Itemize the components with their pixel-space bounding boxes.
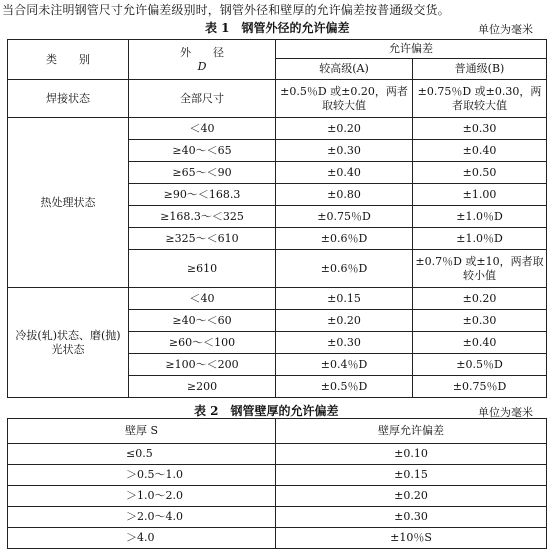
thickness-cell: ＞2.0～4.0 (8, 507, 276, 528)
table-row (8, 465, 547, 486)
diameter-cell: ≥40～＜60 (129, 310, 276, 332)
table-row (8, 80, 547, 118)
table1-caption: 表 1 钢管外径的允许偏差 (205, 21, 350, 35)
table1-header-row (8, 40, 547, 59)
grade-b-cell: ±0.7％D 或±10，两者取较小值 (413, 250, 547, 288)
grade-b-cell: ±0.40 (413, 140, 547, 162)
wall-thickness-tolerance-table (7, 418, 547, 549)
grade-b-cell: ±1.0％D (413, 228, 547, 250)
grade-a-cell: ±0.20 (276, 118, 413, 140)
grade-a-cell: ±0.40 (276, 162, 413, 184)
diameter-cell: ≥65～＜90 (129, 162, 276, 184)
grade-a-cell: ±0.30 (276, 140, 413, 162)
diameter-cell: 全部尺寸 (129, 80, 276, 118)
table2-unit: 单位为毫米 (478, 406, 533, 419)
thickness-tolerance-cell: ±0.15 (276, 465, 547, 486)
thickness-tolerance-header: 壁厚允许偏差 (276, 419, 547, 444)
diameter-header-label: 外 径 (180, 45, 224, 59)
table-row (8, 444, 547, 465)
grade-b-cell: ±0.20 (413, 288, 547, 310)
grade-b-cell: ±0.75％D (413, 376, 547, 398)
thickness-tolerance-cell: ±10％S (276, 528, 547, 549)
diameter-cell: ≥610 (129, 250, 276, 288)
table-row (8, 486, 547, 507)
category-cell: 焊接状态 (8, 80, 129, 118)
table2-header-row (8, 419, 547, 444)
grade-a-cell: ±0.5％D (276, 376, 413, 398)
thickness-cell: ＞0.5～1.0 (8, 465, 276, 486)
grade-b-cell: ±1.00 (413, 184, 547, 206)
grade-a-cell: ±0.20 (276, 310, 413, 332)
table-row (8, 288, 547, 310)
thickness-cell: ＞4.0 (8, 528, 276, 549)
category-cell: 冷拔(轧)状态、磨(抛)光状态 (8, 288, 129, 398)
table-row (8, 118, 547, 140)
grade-a-cell: ±0.30 (276, 332, 413, 354)
grade-b-cell: ±0.75％D 或±0.30，两者取较大值 (413, 80, 547, 118)
grade-a-cell: ±0.6％D (276, 228, 413, 250)
diameter-cell: ≥60～＜100 (129, 332, 276, 354)
grade-a-cell: ±0.75％D (276, 206, 413, 228)
table2-caption: 表 2 钢管壁厚的允许偏差 (194, 404, 339, 418)
grade-a-header: 较高级(A) (276, 59, 413, 80)
table-row (8, 528, 547, 549)
diameter-cell: ≥200 (129, 376, 276, 398)
thickness-tolerance-cell: ±0.30 (276, 507, 547, 528)
diameter-cell: ≥100～＜200 (129, 354, 276, 376)
diameter-symbol: D (197, 59, 207, 73)
grade-b-cell: ±0.30 (413, 310, 547, 332)
diameter-cell: ≥168.3～＜325 (129, 206, 276, 228)
grade-a-cell: ±0.5％D 或±0.20，两者取较大值 (276, 80, 413, 118)
grade-a-cell: ±0.80 (276, 184, 413, 206)
thickness-cell: ≤0.5 (8, 444, 276, 465)
thickness-tolerance-cell: ±0.20 (276, 486, 547, 507)
table-row (8, 507, 547, 528)
grade-b-cell: ±0.5％D (413, 354, 547, 376)
grade-a-cell: ±0.4％D (276, 354, 413, 376)
thickness-cell: ＞1.0～2.0 (8, 486, 276, 507)
grade-a-cell: ±0.6％D (276, 250, 413, 288)
table1-unit: 单位为毫米 (478, 23, 533, 36)
grade-a-cell: ±0.15 (276, 288, 413, 310)
grade-b-cell: ±0.30 (413, 118, 547, 140)
grade-b-header: 普通级(B) (413, 59, 547, 80)
diameter-header (129, 40, 276, 80)
diameter-cell: ≥40～＜65 (129, 140, 276, 162)
grade-b-cell: ±0.40 (413, 332, 547, 354)
diameter-cell: ＜40 (129, 118, 276, 140)
intro-paragraph: 当合同未注明钢管尺寸允许偏差级别时，钢管外径和壁厚的允许偏差按普通级交货。 (2, 3, 450, 17)
category-cell: 热处理状态 (8, 118, 129, 288)
grade-b-cell: ±1.0％D (413, 206, 547, 228)
grade-b-cell: ±0.50 (413, 162, 547, 184)
diameter-cell: ＜40 (129, 288, 276, 310)
diameter-cell: ≥325～＜610 (129, 228, 276, 250)
tolerance-header: 允许偏差 (276, 40, 547, 59)
diameter-cell: ≥90～＜168.3 (129, 184, 276, 206)
outer-diameter-tolerance-table (7, 39, 547, 398)
category-header: 类 别 (8, 40, 129, 80)
thickness-header: 壁厚 S (8, 419, 276, 444)
thickness-tolerance-cell: ±0.10 (276, 444, 547, 465)
